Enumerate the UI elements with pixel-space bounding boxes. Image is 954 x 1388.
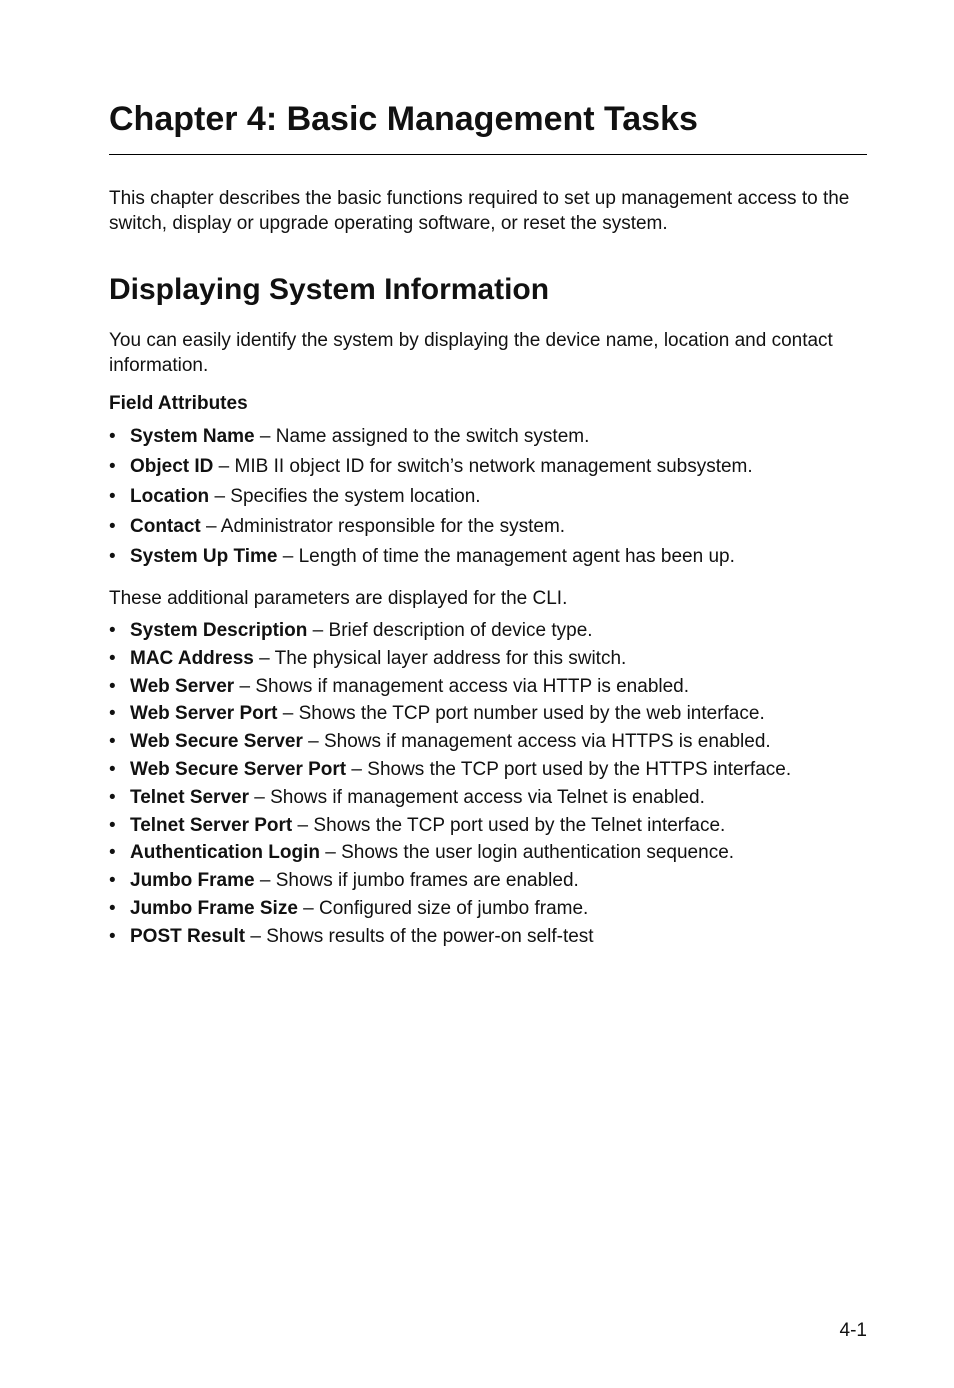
term-description: – The physical layer address for this switch. (253, 647, 627, 669)
list-item (109, 839, 867, 867)
term: Web Secure Server (130, 731, 303, 753)
list-item (109, 512, 867, 542)
term: Web Server (130, 675, 235, 697)
term-description: – Brief description of device type. (307, 620, 593, 641)
bullet-icon: • (109, 814, 116, 836)
page-number: 4-1 (839, 1320, 867, 1341)
list-item (109, 867, 867, 895)
bullet-icon: • (109, 758, 116, 780)
list-item (109, 700, 867, 728)
bullet-icon: • (109, 456, 116, 477)
term-description: – MIB II object ID for switch’s network management subsystem. (213, 456, 753, 477)
chapter-intro-paragraph: This chapter describes the basic functions required to set up management access to the switch, display or upgrade operating software, or reset the system. (109, 188, 850, 234)
term-description: – Length of time the management agent has been up. (277, 546, 735, 567)
list-item (109, 422, 867, 452)
term: Web Server Port (130, 703, 278, 725)
field-attributes-heading: Field Attributes (109, 393, 248, 414)
term: System Up Time (130, 546, 278, 567)
term-description: – Shows the TCP port used by the HTTPS interface. (346, 758, 792, 780)
term-description: – Name assigned to the switch system. (254, 426, 590, 447)
bullet-icon: • (109, 647, 116, 669)
list-item (109, 452, 867, 482)
term-description: – Shows if management access via Telnet is enabled. (248, 786, 705, 808)
term: Jumbo Frame (130, 870, 255, 892)
bullet-icon: • (109, 842, 116, 864)
list-item (109, 756, 867, 784)
bullet-icon: • (109, 786, 116, 808)
term: Telnet Server (130, 786, 249, 808)
list-item (109, 617, 867, 645)
list-item (109, 728, 867, 756)
term-description: – Shows if management access via HTTPS is enabled. (302, 731, 771, 753)
term-description: – Specifies the system location. (209, 486, 481, 507)
term: System Name (130, 426, 255, 447)
term: Telnet Server Port (130, 814, 293, 836)
bullet-icon: • (109, 546, 116, 567)
bullet-icon: • (109, 426, 116, 447)
field-attributes-list (109, 422, 867, 572)
list-item (109, 482, 867, 512)
term: MAC Address (130, 647, 254, 669)
chapter-title: Chapter 4: Basic Management Tasks (109, 100, 698, 138)
term-description: – Configured size of jumbo frame. (297, 897, 589, 919)
bullet-icon: • (109, 516, 116, 537)
bullet-icon: • (109, 675, 116, 697)
list-item (109, 895, 867, 923)
term-description: – Administrator responsible for the system. (200, 516, 566, 537)
list-item (109, 645, 867, 673)
cli-parameters-list (109, 617, 867, 951)
term: Jumbo Frame Size (130, 897, 298, 919)
term: Location (130, 486, 210, 507)
list-item (109, 673, 867, 701)
term: System Description (130, 620, 308, 641)
section-title: Displaying System Information (109, 273, 550, 306)
term: POST Result (130, 925, 246, 947)
list-item (109, 542, 867, 572)
bullet-icon: • (109, 897, 116, 919)
bullet-icon: • (109, 486, 116, 507)
bullet-icon: • (109, 703, 116, 725)
list-item (109, 784, 867, 812)
bullet-icon: • (109, 731, 116, 753)
term: Authentication Login (130, 842, 320, 864)
term-description: – Shows the TCP port number used by the web interface. (277, 703, 765, 725)
term: Object ID (130, 456, 214, 477)
term: Contact (130, 516, 201, 537)
term-description: – Shows if management access via HTTP is enabled. (234, 675, 690, 697)
cli-intro-paragraph: These additional parameters are displayed for the CLI. (109, 588, 568, 609)
list-item (109, 812, 867, 840)
list-item (109, 923, 867, 951)
term: Web Secure Server Port (130, 758, 347, 780)
bullet-icon: • (109, 925, 116, 947)
term-description: – Shows if jumbo frames are enabled. (254, 870, 579, 892)
section-intro-paragraph: You can easily identify the system by displaying the device name, location and contact information. (109, 330, 833, 376)
bullet-icon: • (109, 620, 116, 641)
term-description: – Shows the TCP port used by the Telnet interface. (292, 814, 726, 836)
term-description: – Shows the user login authentication sequence. (319, 842, 735, 864)
term-description: – Shows results of the power-on self-test (245, 925, 594, 947)
bullet-icon: • (109, 870, 116, 892)
chapter-title-rule (109, 154, 867, 155)
